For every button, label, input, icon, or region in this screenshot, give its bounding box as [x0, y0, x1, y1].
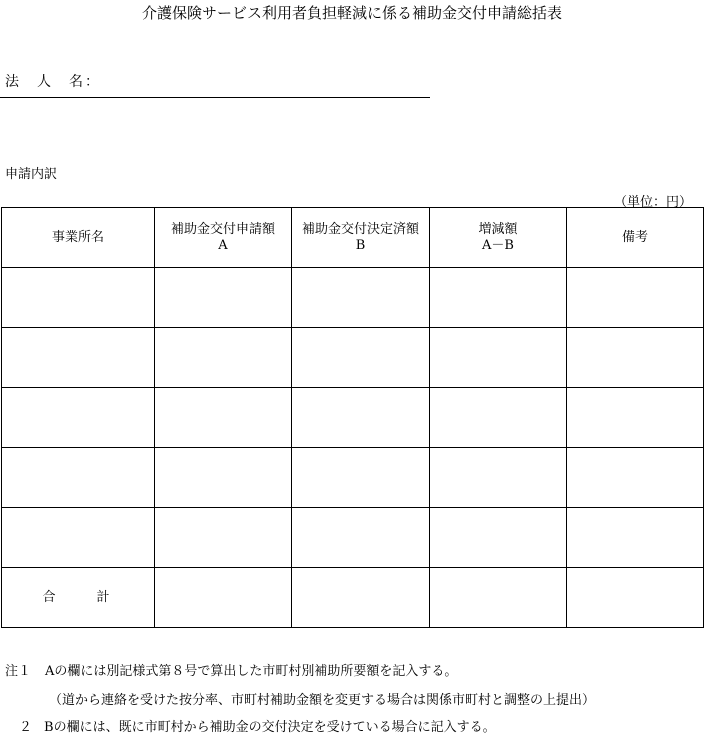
application-amount-cell[interactable]	[155, 268, 292, 328]
table-row	[2, 448, 704, 508]
header-office-name: 事業所名	[2, 208, 155, 268]
header-difference: 増減額 A－B	[430, 208, 567, 268]
office-name-cell[interactable]	[2, 508, 155, 568]
office-name-cell[interactable]	[2, 328, 155, 388]
application-amount-cell[interactable]	[155, 508, 292, 568]
note-1	[5, 660, 457, 679]
decided-amount-cell[interactable]	[292, 328, 430, 388]
section-label: 申請内訳	[5, 167, 58, 182]
note-1-supplement	[49, 689, 595, 708]
remarks-cell[interactable]	[567, 268, 704, 328]
note-2-prefix: ２	[19, 720, 33, 735]
total-row	[2, 568, 704, 628]
difference-cell[interactable]	[430, 508, 567, 568]
table-row	[2, 268, 704, 328]
decided-amount-cell[interactable]	[292, 508, 430, 568]
decided-amount-cell[interactable]	[292, 448, 430, 508]
application-amount-cell[interactable]	[155, 388, 292, 448]
application-amount-cell[interactable]	[155, 448, 292, 508]
decided-amount-cell[interactable]	[292, 268, 430, 328]
remarks-cell[interactable]	[567, 388, 704, 448]
office-name-cell[interactable]	[2, 448, 155, 508]
office-name-cell[interactable]	[2, 388, 155, 448]
page-title: 介護保険サービス利用者負担軽減に係る補助金交付申請総括表	[141, 4, 562, 22]
table-row	[2, 328, 704, 388]
header-application-amount: 補助金交付申請額 A	[155, 208, 292, 268]
total-decided-amount-cell[interactable]	[292, 568, 430, 628]
total-remarks-cell[interactable]	[567, 568, 704, 628]
table-row	[2, 388, 704, 448]
note-1-text: Aの欄には別記様式第８号で算出した市町村別補助所要額を記入する。	[45, 664, 458, 679]
application-amount-cell[interactable]	[155, 328, 292, 388]
corporation-name-field[interactable]	[0, 97, 430, 98]
header-decided-amount: 補助金交付決定済額 B	[292, 208, 430, 268]
difference-cell[interactable]	[430, 268, 567, 328]
note-1-supplement-text: （道から連絡を受けた按分率、市町村補助金額を変更する場合は関係市町村と調整の上提出）	[49, 693, 596, 708]
remarks-cell[interactable]	[567, 328, 704, 388]
note-1-prefix: 注１	[5, 664, 32, 679]
total-application-amount-cell[interactable]	[155, 568, 292, 628]
remarks-cell[interactable]	[567, 508, 704, 568]
note-2	[19, 716, 496, 735]
header-remarks: 備考	[567, 208, 704, 268]
total-difference-cell[interactable]	[430, 568, 567, 628]
decided-amount-cell[interactable]	[292, 388, 430, 448]
difference-cell[interactable]	[430, 388, 567, 448]
corporation-name-label: 法 人 名：	[5, 74, 101, 90]
table-header-row	[2, 208, 704, 268]
note-2-text: Bの欄には、既に市町村から補助金の交付決定を受けている場合に記入する。	[44, 720, 496, 735]
office-name-cell[interactable]	[2, 268, 155, 328]
table-row	[2, 508, 704, 568]
unit-label: （単位：円）	[613, 195, 692, 210]
application-table	[1, 207, 704, 628]
total-label: 合 計	[2, 568, 155, 628]
remarks-cell[interactable]	[567, 448, 704, 508]
difference-cell[interactable]	[430, 328, 567, 388]
difference-cell[interactable]	[430, 448, 567, 508]
